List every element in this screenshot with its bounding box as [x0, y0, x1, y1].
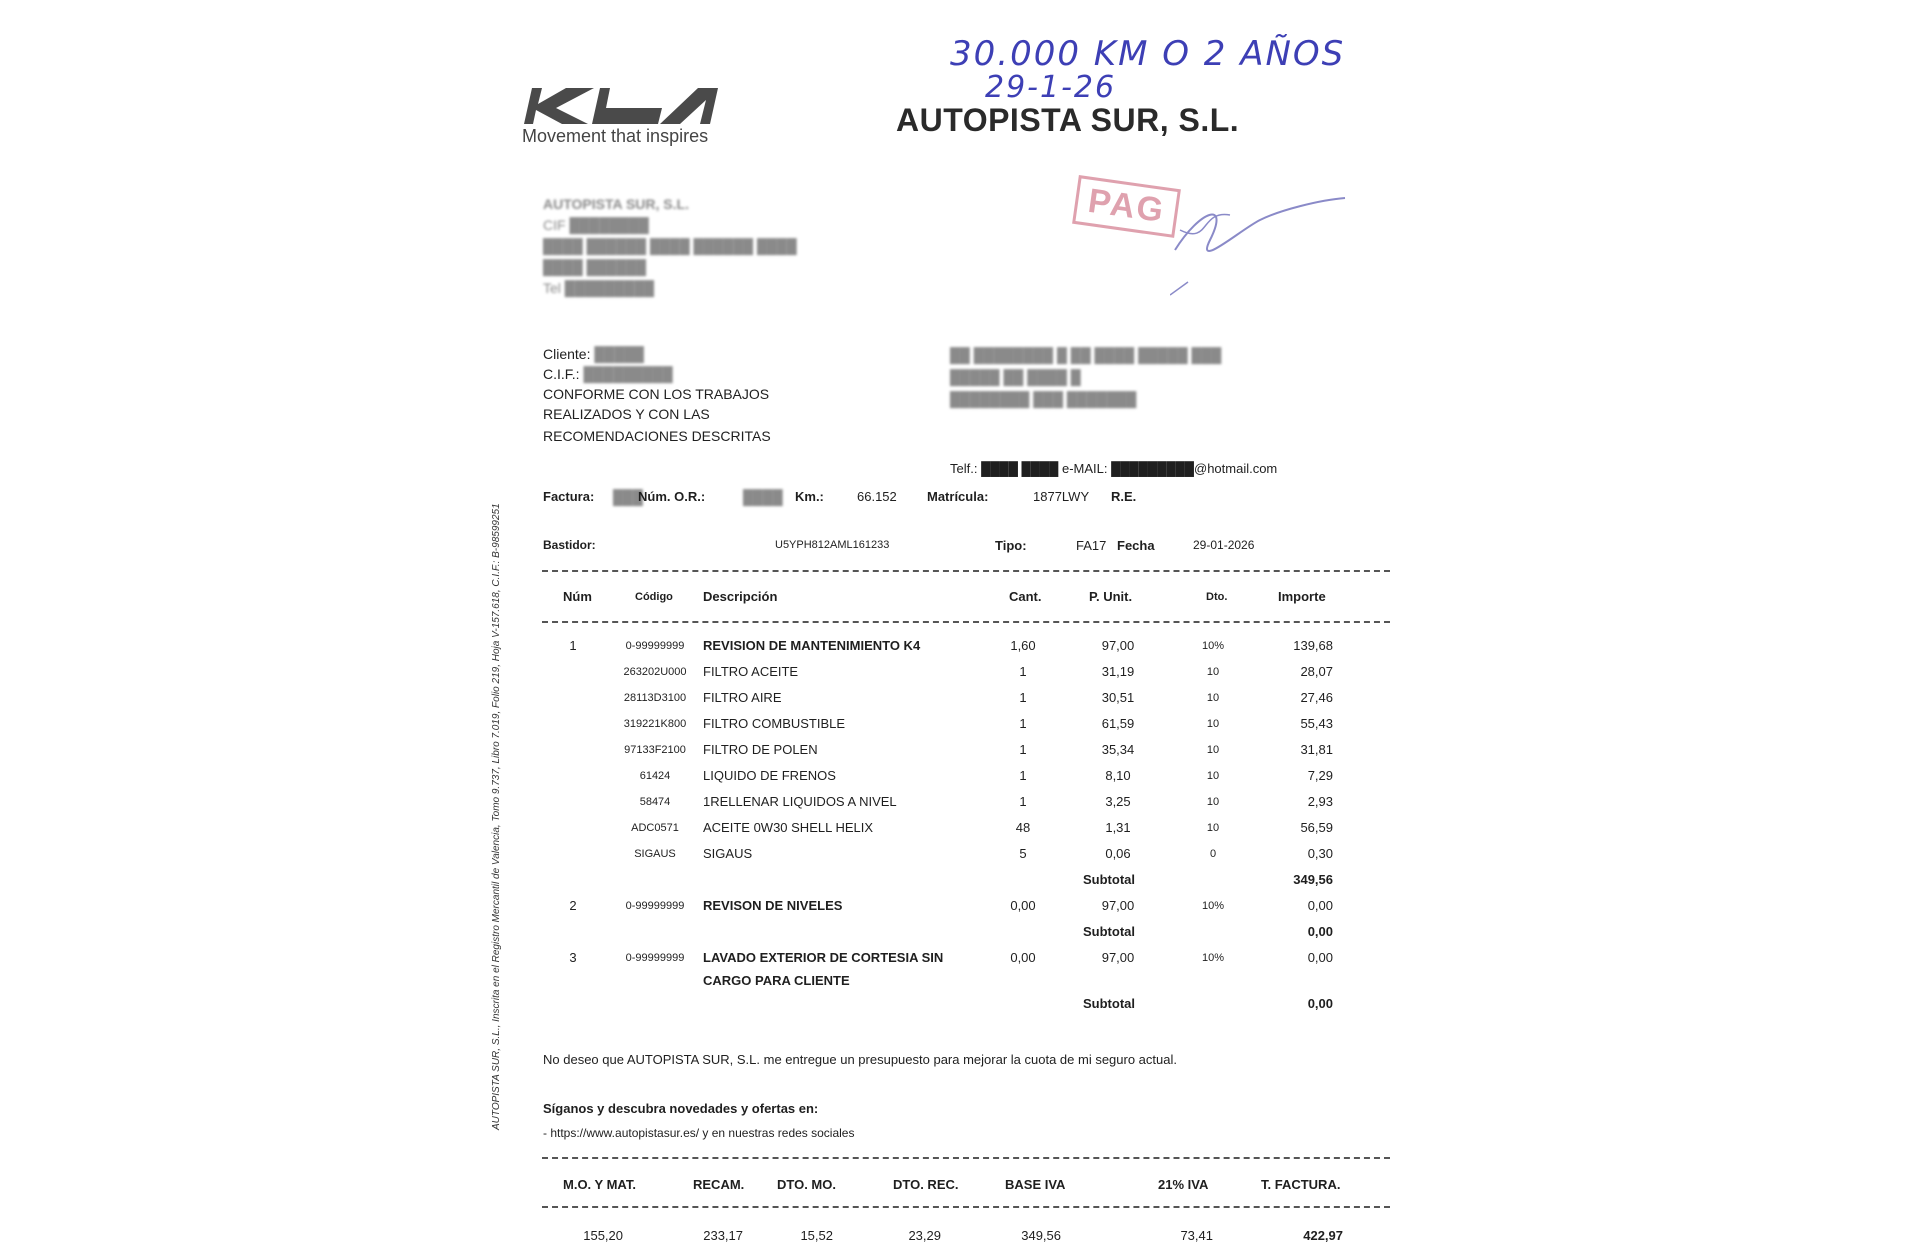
cell-dto: 10: [1206, 718, 1220, 730]
cell-punit: 35,34: [1101, 742, 1135, 757]
km-label: Km.:: [795, 489, 824, 504]
cell-cant: 48: [1015, 820, 1031, 835]
divider: [542, 1157, 1390, 1159]
subtotal-value: 0,00: [1307, 924, 1333, 939]
cell-codigo: 319221K800: [623, 718, 687, 730]
conforme-line: REALIZADOS Y CON LAS: [543, 406, 710, 422]
invoice-meta-row1: [543, 489, 1393, 509]
cell-importe: 31,81: [1300, 742, 1333, 757]
follow-line: - https://www.autopistasur.es/ y en nuestras redes sociales: [543, 1126, 855, 1140]
subtotal-value: 0,00: [1307, 996, 1333, 1011]
cell-desc: FILTRO AIRE: [703, 690, 782, 705]
totals-col: BASE IVA: [1005, 1177, 1066, 1192]
cell-punit: 0,06: [1105, 846, 1131, 861]
divider: [542, 1206, 1390, 1208]
cell-cant: 1: [1019, 716, 1027, 731]
cell-cant: 1: [1019, 768, 1027, 783]
cell-num: 1: [569, 638, 577, 653]
cell-punit: 3,25: [1105, 794, 1131, 809]
subtotal-row: [543, 924, 1393, 950]
cell-desc: LIQUIDO DE FRENOS: [703, 768, 836, 783]
cell-punit: 8,10: [1105, 768, 1131, 783]
cell-codigo: 97133F2100: [624, 744, 686, 756]
cell-importe: 0,00: [1307, 898, 1333, 913]
table-row: [543, 690, 1393, 716]
cell-cant: 1: [1019, 794, 1027, 809]
cif-label: C.I.F.:: [543, 366, 580, 382]
follow-title: Síganos y descubra novedades y ofertas en:: [543, 1101, 819, 1116]
bastidor-value: U5YPH812AML161233: [775, 539, 890, 551]
cell-importe: 7,29: [1307, 768, 1333, 783]
company-name: AUTOPISTA SUR, S.L.: [896, 102, 1240, 138]
col-dto: Dto.: [1206, 591, 1228, 603]
col-punit: P. Unit.: [1089, 589, 1133, 604]
cell-dto: 10%: [1201, 952, 1225, 964]
paid-stamp: PAG: [1072, 175, 1181, 238]
kia-logo: [522, 86, 752, 131]
cell-desc: LAVADO EXTERIOR DE CORTESIA SIN: [703, 950, 944, 965]
totals-header: [543, 1177, 1393, 1197]
bastidor-label: Bastidor:: [543, 538, 596, 552]
km-value: 66.152: [857, 489, 897, 504]
client-telf: Telf.: ████ ████ e-MAIL: █████████@hotmail.com: [950, 461, 1278, 476]
cell-importe: 55,43: [1300, 716, 1333, 731]
matricula-value: 1877LWY: [1033, 489, 1090, 504]
cell-importe: 28,07: [1300, 664, 1333, 679]
col-cant: Cant.: [1009, 589, 1042, 604]
registry-vertical-text: AUTOPISTA SUR, S.L., Inscrita en el Registro Mercantil de Valencia, Tomo 9.737, Libro 7.019, Folio 219, Hoja V-157.618, C.I.F.: B-98599251: [491, 503, 502, 1130]
totals-col: T. FACTURA.: [1261, 1177, 1341, 1192]
divider: [542, 621, 1390, 623]
totals-col: RECAM.: [693, 1177, 745, 1192]
fecha-value: 29-01-2026: [1193, 538, 1255, 552]
address-line: ██ ████████ █ ██ ████ █████ ███: [950, 347, 1222, 363]
handwritten-note-line2: 29-1-26: [985, 70, 1117, 105]
cell-desc-continued: CARGO PARA CLIENTE: [703, 973, 850, 988]
conforme-line: RECOMENDACIONES DESCRITAS: [543, 428, 771, 444]
cell-num: 2: [569, 898, 577, 913]
subtotal-value: 349,56: [1293, 872, 1333, 887]
cell-cant: 0,00: [1010, 898, 1036, 913]
cell-punit: 97,00: [1101, 950, 1135, 965]
factura-label: Factura:: [543, 489, 595, 504]
cliente-value: █████: [594, 346, 644, 362]
totals-col: DTO. REC.: [893, 1177, 959, 1192]
issuer-line: ████ ██████: [543, 259, 647, 275]
table-row: [543, 846, 1393, 872]
cell-cant: 5: [1019, 846, 1027, 861]
or-value: ████: [743, 489, 783, 505]
cell-dto: 10%: [1201, 900, 1225, 912]
tipo-value: FA17: [1076, 538, 1107, 553]
handwritten-note-line1: 30.000 KM O 2 AÑOS: [950, 34, 1346, 74]
cell-punit: 1,31: [1105, 820, 1131, 835]
invoice-meta-row2: [543, 538, 1393, 558]
total-value: 15,52: [800, 1228, 833, 1243]
table-row: [543, 716, 1393, 742]
subtotal-row: [543, 872, 1393, 898]
cell-importe: 139,68: [1293, 638, 1333, 653]
re-label: R.E.: [1111, 489, 1137, 504]
totals-col: 21% IVA: [1158, 1177, 1209, 1192]
matricula-label: Matrícula:: [927, 489, 989, 504]
table-row: [543, 898, 1393, 924]
invoice-total: 422,97: [1303, 1228, 1343, 1243]
signature-scribble: [1170, 190, 1350, 300]
cell-desc: ACEITE 0W30 SHELL HELIX: [703, 820, 874, 835]
address-line: ████████ ███ ███████: [950, 391, 1137, 407]
table-row: [543, 950, 1393, 996]
cell-codigo: 28113D3100: [623, 692, 687, 704]
table-row: [543, 820, 1393, 846]
kia-logo-mark: [522, 86, 752, 126]
col-codigo: Código: [635, 591, 673, 603]
cell-cant: 1: [1019, 690, 1027, 705]
cell-desc: FILTRO ACEITE: [703, 664, 799, 679]
cell-codigo: 0-99999999: [625, 640, 685, 652]
cell-dto: 0: [1209, 848, 1217, 860]
cell-importe: 0,00: [1307, 950, 1333, 965]
cell-desc: REVISON DE NIVELES: [703, 898, 843, 913]
subtotal-label: Subtotal: [1083, 996, 1135, 1011]
table-row: [543, 768, 1393, 794]
totals-values: [543, 1228, 1393, 1248]
col-num: Núm: [563, 589, 592, 604]
cell-codigo: 58474: [639, 796, 671, 808]
cell-dto: 10: [1206, 666, 1220, 678]
subtotal-label: Subtotal: [1083, 924, 1135, 939]
brand-tagline: Movement that inspires: [522, 126, 709, 146]
cell-punit: 30,51: [1101, 690, 1135, 705]
address-line: █████ ██ ████ █: [950, 369, 1081, 385]
totals-col: DTO. MO.: [777, 1177, 836, 1192]
cell-codigo: 0-99999999: [625, 900, 685, 912]
cell-dto: 10%: [1201, 640, 1225, 652]
cell-dto: 10: [1206, 692, 1220, 704]
issuer-block: [543, 194, 797, 299]
issuer-line: AUTOPISTA SUR, S.L.: [543, 196, 689, 212]
cell-punit: 61,59: [1101, 716, 1135, 731]
cell-num: 3: [569, 950, 577, 965]
cell-dto: 10: [1206, 822, 1220, 834]
cell-codigo: SIGAUS: [634, 848, 676, 860]
cell-importe: 56,59: [1300, 820, 1333, 835]
cell-dto: 10: [1206, 744, 1220, 756]
subtotal-label: Subtotal: [1083, 872, 1135, 887]
issuer-line: CIF ████████: [543, 217, 649, 233]
or-label: Núm. O.R.:: [638, 489, 706, 504]
cell-importe: 0,30: [1307, 846, 1333, 861]
tipo-label: Tipo:: [995, 538, 1027, 553]
client-block: [543, 344, 771, 446]
table-row: [543, 742, 1393, 768]
total-value: 233,17: [703, 1228, 743, 1243]
fecha-label: Fecha: [1117, 538, 1155, 553]
cell-cant: 1: [1019, 664, 1027, 679]
conforme-line: CONFORME CON LOS TRABAJOS: [543, 386, 770, 402]
cell-codigo: ADC0571: [631, 822, 679, 834]
cif-value: █████████: [583, 366, 673, 382]
table-row: [543, 638, 1393, 664]
col-descripcion: Descripción: [703, 589, 778, 604]
cell-codigo: 263202U000: [623, 666, 687, 678]
issuer-line: ████ ██████ ████ ██████ ████: [543, 238, 797, 254]
table-row: [543, 664, 1393, 690]
cell-desc: FILTRO DE POLEN: [703, 742, 818, 757]
items-table-header: [543, 589, 1393, 609]
cell-punit: 31,19: [1101, 664, 1135, 679]
divider: [542, 570, 1390, 572]
total-value: 23,29: [908, 1228, 941, 1243]
cell-desc: 1RELLENAR LIQUIDOS A NIVEL: [703, 794, 897, 809]
cell-cant: 1: [1019, 742, 1027, 757]
cell-punit: 97,00: [1101, 898, 1135, 913]
cell-desc: SIGAUS: [703, 846, 753, 861]
cell-desc: REVISION DE MANTENIMIENTO K4: [703, 638, 921, 653]
client-address: [950, 344, 1221, 410]
total-value: 73,41: [1180, 1228, 1213, 1243]
issuer-line: Tel █████████: [543, 280, 655, 296]
cell-punit: 97,00: [1101, 638, 1135, 653]
totals-col: M.O. Y MAT.: [563, 1177, 636, 1192]
cell-dto: 10: [1206, 770, 1220, 782]
subtotal-row: [543, 996, 1393, 1022]
cell-cant: 1,60: [1010, 638, 1036, 653]
cell-importe: 27,46: [1300, 690, 1333, 705]
cliente-label: Cliente:: [543, 346, 591, 362]
cell-desc: FILTRO COMBUSTIBLE: [703, 716, 846, 731]
cell-importe: 2,93: [1307, 794, 1333, 809]
cell-codigo: 61424: [639, 770, 671, 782]
cell-cant: 0,00: [1010, 950, 1036, 965]
table-row: [543, 794, 1393, 820]
total-value: 349,56: [1021, 1228, 1061, 1243]
col-importe: Importe: [1278, 589, 1326, 604]
factura-value: ███: [613, 489, 643, 505]
insurance-notice: No deseo que AUTOPISTA SUR, S.L. me entregue un presupuesto para mejorar la cuota de mi seguro actual.: [543, 1052, 1177, 1067]
total-value: 155,20: [583, 1228, 623, 1243]
cell-codigo: 0-99999999: [625, 952, 685, 964]
cell-dto: 10: [1206, 796, 1220, 808]
